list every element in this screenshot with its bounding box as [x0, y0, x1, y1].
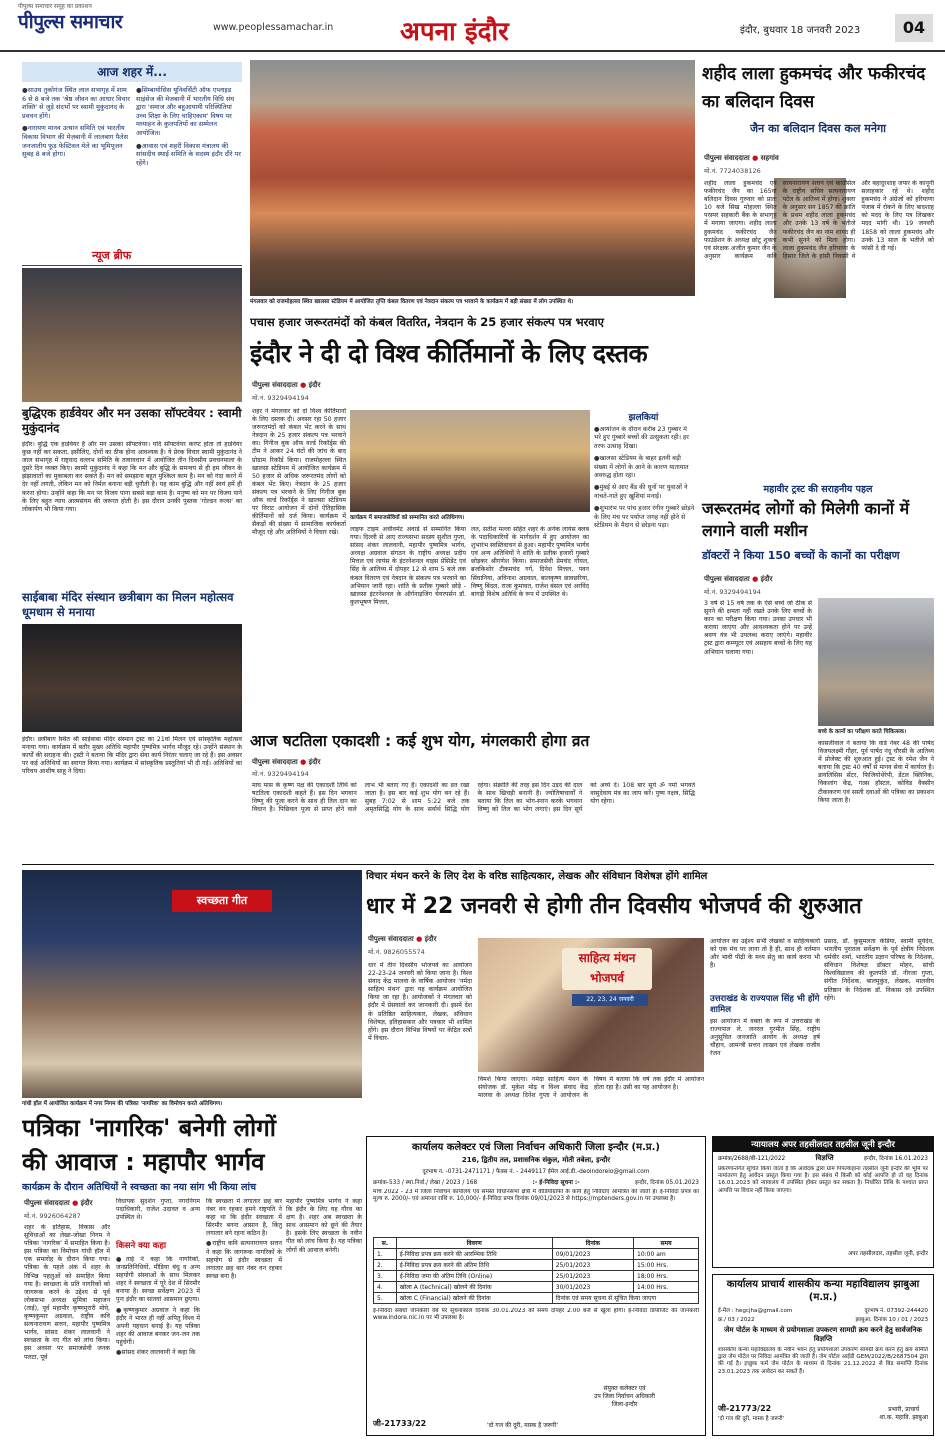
table-cell: 10:00 am — [634, 1249, 699, 1260]
aaj-shahar-header: आज शहर में... — [22, 62, 242, 82]
bhojparv-mobile: मो.नं. 9826055574 — [368, 948, 425, 956]
story2-title: साईबाबा मंदिर संस्थान छत्रीबाग का मिलन महोत्सव धूमधाम से मनाया — [22, 590, 234, 619]
bhojparv-text2: आयोजन का उद्देश्य सभी लेखकों व साहित्यकारों को एक मंच पर लाना तो है ही, साथ ही वर्तमान और भावी पीढ़ी के मध्य सेतु का कार्य करना भी है। — [710, 938, 820, 970]
bhojparv-kicker: विचार मंथन करने के लिए देश के वरिष्ठ साहित्यकार, लेखक और संविधान विशेषज्ञ होंगे शामिल — [366, 871, 708, 882]
aaj-shahar-list-left — [22, 86, 130, 246]
mahavir-text2: कासलीवाल ने बताया कि वार्ड नंबर 48 की पार्षद विजयलक्ष्मी गौहर, पूर्व पार्षद नंदू चौरसी के आतिथ्य में प्रोजेक्ट की शुरुआत हुई। ट्रस्ट के रमेश जैन ने बताया कि ट्रस्ट 40 वर्षों से मानव सेवा में कार्यरत है। डायलिसिस सेंटर, फिजियोथेरेपी, डेंटल क्लिनिक, विकलांग केंद्र, गल्र्स हॉस्टल, कोविड वैक्सीन टीकाकरण एवं सस्ती दवाओं की पत्रिका का प्रकाशन किया जाता है। — [818, 740, 934, 804]
list-item: ● शुभारंभ पर पांच हजार रंगीन गुब्बारे छोड़ने के लिए मंच पर पर्याप्त जगह नहीं होने से स्टेडियम के मैदान से छोड़ना पड़ा। — [594, 505, 695, 530]
table-cell: 5. — [374, 1293, 397, 1304]
table-cell: 25/01/2023 — [552, 1260, 633, 1271]
ad-jhabua-title: कार्यालय प्राचार्य शासकीय कन्या महाविद्यालय झाबुआ (म.प्र.) — [726, 1279, 920, 1303]
ad-collector-title: कार्यालय कलेक्टर एवं जिला निर्वाचन अधिकारी जिला इन्दौर (म.प्र.) — [412, 1142, 660, 1153]
logo[interactable] — [18, 3, 208, 42]
list-item: ● सांसद शंकर लालवानी ने कहा कि — [116, 1349, 200, 1357]
ad-collector-ref: क्रमांक-533 / स्था.निर्वा./ लेखा / 2023 / 168 — [373, 1180, 478, 1186]
bhojparv-photo-caption: विमर्श किया जाएगा। नर्मदा साहित्य मंथन के संयोजक डॉ. मुकेश मोढ़ व विश्व संवाद केंद्र मालवा के अध्यक्ष दिनेश गुप्ता ने आयोजन के विषय में बताया कि वर्ष तक इंदौर में आयोजन होता रहा है। उसी का यह आयोजन है। — [478, 1076, 704, 1100]
main-col1: शहर ने मंगलवार को दो विश्व कीर्तिमानों के लिए दस्तक दी। अवसर रहा 50 हजार जरूरतमंदों को कंबल भेंट करने के साथ नेत्रदान के 25 हजार संकल्प पत्र भरवाने का। गिनीज बुक ऑफ वर्ल्ड रिकॉर्ड्स की टीम ने आकर 24 घंटों की जांच के बाद प्रोग्राम रिकॉर्ड किया। राजमोहल्ला स्थित खालसा स्टेडियम में आयोजित कार्यक्रम में 50 हजार से अधिक जरूरतमंद लोगों को कंबल भेंट किए। नेत्रदान के 25 हजार संकल्प पत्र भरवाने के लिए गिनीज बुक ऑफ वर्ल्ड रिकॉर्ड्स ने खालसा स्टेडियम पर विराट आयोजन में दोनों ऐतिहासिक कीर्तिमानों को दर्ज किया। कार्यक्रम में सैकड़ों की संख्या में सामाजिक कार्यकर्ता मौजूद रहे और अतिथियों ने विचार रखे। — [252, 408, 346, 537]
mahavir-headline: जरूरतमंद लोगों को मिलेगी कानों में लगाने वाली मशीन — [702, 499, 910, 540]
patrika-text2: विधायक सुदर्शन गुप्ता, नगरनिगम पदाधिकारी, राजेश उदावत व अन्य उपस्थित थे। — [116, 1198, 200, 1222]
ad-jhabua-email: ई-मेल : hegcjha@gmail.com — [718, 1308, 793, 1314]
ad-collector-contact: दूरभाष न. -0731-2471171 / फैक्स नं. - 2449117 ईमेल आई.डी.-deoindorelo@gmail.com — [422, 1169, 650, 1175]
table-cell: 2. — [374, 1260, 397, 1271]
ekadashi-headline: आज षटतिला एकादशी : कई शुभ योग, मंगलकारी होगा व्रत — [250, 732, 590, 750]
main-col2: लाइफ टाइम अचीवमेंट अवार्ड से सम्मानित किया गया। दिल्ली से आए राज्यसभा सदस्य सुशील गुप्ता, सांसद शंकर लालवानी, महापौर पुष्यमित्र भार्गव, अध्यक्ष अग्रवाल संगठन के राष्ट्रीय अध्यक्ष प्रदीप मित्तल एवं लायंस के इंटरनेशनल वाइस प्रेसिडेंट एवं सिंह के आतिथ्य में दोपहर 12 से शाम 5 बजे तक कंबल वितरण एवं नेत्रदान के संकल्प पत्र भरवाने का अभियान जारी रहा। शांति के प्रतीक गुब्बारे छोड़े - खालसा इंटरनेशनल के ऑर्गनाइजिंग चेयरपर्सन डॉ. कुलभूषण मित्तल, — [350, 526, 466, 606]
patrika-byline — [24, 1199, 124, 1209]
table-cell: 09/01/2023 — [552, 1249, 633, 1260]
logo-tagline: पीपुल्स समाचार समूह का प्रकाशन — [18, 3, 92, 10]
byline-name: पीपुल्स संवाददाता — [704, 575, 750, 583]
table-cell: 4. — [374, 1282, 397, 1293]
list-item: ● सिम्बायोसिस यूनिवर्सिटी ऑफ एप्लाइड साइंसेज की मेजबानी में भारतीय विधि संघ द्वारा 'समाज और बहुआयामी परिस्थितियां उच्च शिक्षा के लिए चाहिएकाम' विषय पर मध्याहन के कुलपतियों का सम्मेलन आयोजित। — [136, 86, 242, 138]
shaheed-mobile: मो.नं. 7724038126 — [704, 167, 761, 175]
ad-jhabua-date: झाबुआ, दिनांक 10 / 01 / 2023 — [855, 1317, 928, 1323]
main-byline — [252, 381, 412, 391]
byline-city: इंदौर — [424, 935, 437, 943]
sign-line: प्रभारी, प्राचार्य — [888, 1406, 920, 1413]
patrika-photo-caption: गांधी हॉल में आयोजित कार्यक्रम में नगर निगम की पत्रिका 'नागरिक' का विमोचन करते अतिथिगण। — [22, 1101, 223, 1107]
story1-text: इंदौर। बुद्धि एक हार्डवेयर है और मन उसका सॉफ्टवेयर। यदि सॉफ्टवेयर करप्ट होता तो हार्डवेयर कुछ नहीं कर सकता, इसीलिए, दोनों का ठीक होना आवश्यक है। ये प्रेरक विचार स्वामी मुकुंदानंद ने जाल सभागृह में राष्ट्रवाद वल्लभ समिति के तत्वावधान में आयोजित तीन दिवसीय प्रवचनमाला के दूसरे दिन व्यक्त किए। स्वामी मुकुंदानंद ने कहा कि मन और बुद्धि के समन्वय से ही हम जीवन के झंझावातों का मुकाबला कर सकते हैं। मन को समझाना बहुत मुश्किल काम है। मन को गंदा करने में देर नहीं लगती, लेकिन मन को निर्मल बनाना बड़ी चुनौती है। यह काम बुद्धि और नहीं स्वयं हमें ही करना होगा। उन्होंने कहा कि मन पर विजय पाना सबसे बड़ा काम है। मनुष्य को मन पर विजय पाने के लिए बहुत न्याय आत्मसंयम की जरूरत होती है। इस दौरान उनकी पुस्तक 'गोल्डन रूल्स' का लोकार्पण भी किया गया। — [22, 441, 242, 513]
bhojparv-photo — [478, 938, 704, 1072]
list-item: ● कृष्णकुमार अग्रवाल ने कहा कि इंदौर ने भारत ही नहीं अपितु विश्व में अपनी पहचान बनाई है। यह पत्रिका शहर की आवाज बनकर जन-जन तक पहुंचेगी। — [116, 1307, 200, 1347]
crowd-photo — [250, 60, 695, 296]
byline-name: पीपुल्स संवाददाता — [24, 1199, 70, 1207]
patrika-subhead: कार्यक्रम के दौरान अतिथियों ने स्वच्छता का नया सांग भी किया लांच — [22, 1182, 256, 1193]
page-number: 04 — [895, 14, 933, 42]
list-item: ● खालसा स्टेडियम के बाहर इतनी बड़ी संख्या में लोगों के आने के कारण यातायात अवरुद्ध होता रहा। — [594, 455, 695, 480]
shaheed-text: शहीद लाला हुकमचंद एवं फकीरचंद जैन का 165वां बलिदान दिवस गुरुवार को प्रातः 10 बजे सिख मोहल्ला स्थित परस्पर सहकारी बैंक के सभागृह में मनाया जाएगा। शहीद लाला हुकमचंद फकीरचंद जैन फाउंडेशन के अध्यक्ष छोटू शुक्ला एवं संरक्षक अजीत कुमार जैन के अनुसार कार्यक्रम कवि सत्यनारायण सत्तन एवं काउंसिल के राष्ट्रीय सचिव सत्यनारायण पटेल के आतिथ्य में होगा। शुक्ला के अनुसार सन 1857 की क्रांति के प्रथम शहीद लाला हुकमचंद और उनके 13 वर्ष के भतीजे फकीरचंद जैन का नाम शायद ही कभी सुनने को मिला होगा। लाला हुकमचंद जैन हरियाणा के हिसार जिले के हांसी निवासी थे और बहादुरशाह जफर के कानूनी सलाहकार रहे थे। शहीद हुकमचंद ने अंग्रेजों को हरियाणा पंजाब में रोकने के लिए बादशाह को मदद के लिए पत्र लिखकर मदद मांगी थी। 19 जनवरी 1858 को लाला हुकमचंद और उनके 13 साल के भतीजे को फांसी दे दी गई। — [704, 180, 934, 260]
dot-icon: ● — [752, 154, 759, 162]
main-col3: लत, सतीश मल्ला सहित शहर के अनेक लायंस क्लब के पदाधिकारियों के मार्गदर्शन में हुए आयोजन का शुभारंभ स्वस्तिवाचन से हुआ। महापौर पुष्यमित्र भार्गव एवं अन्य अतिथियों ने शांति के प्रतीक हजारों गुब्बारे छोड़कर श्रीगणेश किया। समाजसेवी प्रेमचंद गोयल, ब्रजकिशोर टीकमचंद गर्ग, दिनेश मित्तल, पवन सिंघानिया, अविनाश अग्रवाल, बालकृष्ण छावछरिया, विष्णु बिंदल, राजा कुमावत, राजेश बंसल एवं अरविंद बागड़ी विशेष अतिथि के रूप में उपस्थित थे। — [471, 526, 589, 598]
main-photo-caption: कार्यक्रम में समाजसेवियों को सम्मानित करते अतिथिगण। — [350, 515, 465, 521]
ad-jhabua-slogan: 'दो गज की दूरी, मास्क है जरूरी' — [718, 1416, 785, 1422]
table-header: समय — [634, 1238, 699, 1249]
table-cell: ई-निविदा प्रपत्र क्रय करने की आरम्भिक तिथि — [396, 1249, 552, 1260]
main-headline: इंदौर ने दी दो विश्व कीर्तिमानों के लिए दस्तक — [250, 339, 648, 368]
ad-collector-table — [373, 1237, 699, 1304]
ad-collector-footer: ई-निविदा संबंधी जानकारी वेब पर सूचनाकाल दिनांक 30.01.2023 को समय दोपहर 2.00 बजे से खुला होगा। ई-निविदा डिपोजिट की जानकारी www.indore.nic.in पर भी उपलब्ध है। — [373, 1308, 699, 1322]
story1-title: बुद्धिएक हार्डवेयर और मन उसका सॉफ्टवेयर : स्वामी मुकुंदानंद — [22, 406, 242, 435]
patrika-text1: शहर के इतिहास, विकास और सुविधाओं का लेखा-जोखा निगम ने पत्रिका 'नागरिक' में समाहित किया है। इस पत्रिका का विमोचन गांधी हॉल में एक समारोह के दौरान किया गया। पत्रिका के पहले अंक में शहर के विभिन्न पहलुओं को समाहित किया गया है। स्वच्छता के प्रति नागरिकों को जागरूक करने के उद्देश्य से पूर्व लोकसभा अध्यक्ष सुमित्रा महाजन (ताई), पूर्व महापौर कृष्णमुरारी मोघे, कृष्णकुमार अग्रवाल, राष्ट्रीय कवि सत्यनारायण सत्तन, महापौर पुष्यमित्र भार्गव, सांसद शंकर लालवानी ने स्वच्छता के नए गीत को लांच किया। इस अवसर पर समाजसेवी जनक पलटा, पूर्व — [24, 1224, 110, 1361]
ad-tehsil-refline — [718, 1154, 928, 1163]
ad-tehsil — [712, 1136, 934, 1268]
news-brief-photo-2 — [22, 624, 242, 732]
patrika-box-list — [116, 1256, 200, 1432]
ad-collector-address: 216, द्वितीय तल, प्रशासनिक संकुल, मोती तबेला, इन्दौर — [461, 1156, 611, 1164]
ekadashi-mobile: मो.नं. 9329494194 — [252, 770, 309, 778]
patrika-para: कि स्वच्छता में लगातार छह बार नंबर वन रहकर हमने राष्ट्रपति ने कहा था कि इंदौर स्वच्छता में सिरमौर बनना आसान है, किंतु लगातार बने रहना कठिन है। — [206, 1198, 282, 1238]
table-cell: खोला A (technical) खोलने की दिनांक — [396, 1282, 552, 1293]
shaheed-headline: शहीद लाला हुकमचंद और फकीरचंद का बलिदान दिवस — [702, 64, 926, 112]
ad-collector-slogan: 'दो गज की दूरी, मास्क है जरूरी' — [487, 1422, 558, 1429]
ad-tehsil-sign: अपर तहसीलदार, तहसील जूनी, इन्दौर — [847, 1251, 928, 1257]
ad-jhabua-signature — [879, 1406, 928, 1422]
ad-collector-signature — [594, 1385, 655, 1409]
bhojparv-text3: इस आयोजन में वक्ता के रूप में उत्तराखंड के राज्यपाल ले. जनरल गुरमीत सिंह, राष्ट्रीय अनुसूचित जनजाति आयोग के अध्यक्ष हर्ष चौहान, आमन्त्री सत्तन लाखन एवं लेखक राजीव रंजन — [710, 1018, 820, 1058]
table-header-row — [374, 1238, 699, 1249]
patrika-text5: महापौर पुष्यमित्र भार्गव ने कहा कि इंदौर के लिए यह गौरव का क्षण है। शहर अब स्वच्छता के साथ आसमान को छूने की तैयार है। इसके लिए स्वच्छता के नवीन गीत को लांच किया है। यह पत्रिका लोगों की आवाज बनेगी। — [286, 1198, 362, 1254]
ad-jhabua-body: शासकीय कन्या महाविद्यालय के नवीन भवन हेतु प्रयोगशाला उपकरण सामग्री क्रय करने हेतु क्रय समिति द्वारा जेम पोर्टल पर निविदा आमंत्रित की जाती है। जेम पोर्टल आईडी GEM/2022/B/2687504 द्वारा की गई है। इच्छुक फर्म जेम पोर्टल के माध्यम से दिनांक 21.12.2022 से बिड समाप्ति दिनांक 23.01.2023 तक आवेदन कर सकते हैं। — [718, 1347, 928, 1375]
table-row — [374, 1271, 699, 1282]
table-cell: दिनांक एवं समय सूचना से सूचित किया जाएगा — [552, 1293, 698, 1304]
bhojparv-byline — [368, 935, 478, 945]
table-row — [374, 1282, 699, 1293]
table-cell: 3. — [374, 1271, 397, 1282]
aaj-shahar-list-right — [136, 86, 242, 246]
ad-jhabua-footer — [718, 1403, 928, 1422]
ad-collector — [366, 1136, 706, 1436]
byline-city: इंदौर — [308, 758, 321, 766]
mahavir-kicker: महावीर ट्रस्ट की सराहनीय पहल — [763, 484, 873, 495]
dot-icon: ● — [300, 381, 307, 389]
shaheed-byline — [704, 154, 814, 164]
ad-jhabua-contact — [718, 1306, 928, 1314]
news-brief-photo-1 — [22, 268, 242, 402]
table-cell: ई-निविदा जमा की अंतिम तिथि (Online) — [396, 1271, 552, 1282]
table-cell: 1. — [374, 1249, 397, 1260]
table-row — [374, 1260, 699, 1271]
ad-jhabua-refline — [718, 1315, 928, 1323]
divider — [22, 864, 934, 865]
ekadashi-text: माघ मास के कृष्ण पक्ष की एकादशी तिथि को षटतिला एकादशी कहते हैं। इस दिन भगवान विष्णु की पूजा करने के साथ ही तिल दान का विधान है। पिछिवल पूजा से प्राप्त होने वाले लाभ भी बताए गए हैं। एकादशी का व्रत रखा जाता है। इस बार कई शुभ योग बन रहे हैं। सुबह 7:02 से शाम 5:22 बजे तक अमृतसिद्धि योग के साथ सर्वार्थ सिद्धि योग रहेगा। संक्रांति की तरह इस दिन उड़द की दाल के साथ खिचड़ी बनानी है। ज्योतिषाचार्यों ने बताया कि तिल का भोग-स्नान करके भगवान विष्णु को तिल का भोग लगाएं। इस दिन सूर्य को अर्घ्य दें। 108 बार सूर्य ॐ नमो भगवते वासुदेवाय मंत्र का जाप करें। पुष्य नक्षत्र, सिद्धि योग रहेगा। — [252, 782, 695, 814]
jhalkiyan-list — [594, 426, 695, 726]
byline-city: इंदौर — [760, 575, 773, 583]
dot-icon: ● — [300, 758, 307, 766]
patrika-headline-2: की आवाज : महापौर भार्गव — [22, 1148, 265, 1176]
list-item: ● मुंबई से आए बैंड की धुनों पर युवाओं ने नाचते-गाते हुए खुशियां मनाईं। — [594, 484, 695, 501]
ad-tehsil-ref: क्रमांक/2688/बी-121/2022 — [718, 1156, 786, 1162]
ad-jhabua-subject: जेम पोर्टल के माध्यम से प्रयोगशाला उपकरण सामग्री क्रय करने हेतु सार्वजनिक विज्ञप्ति — [724, 1326, 922, 1343]
byline-name: पीपुल्स संवाददाता — [368, 935, 414, 943]
news-brief-header: न्यूज ब्रीफ — [22, 248, 242, 266]
table-cell: 18:00 Hrs. — [634, 1271, 699, 1282]
table-header: स. — [374, 1238, 397, 1249]
list-item: ● साउथ तुकोगंज स्थित लाल सभागृह में शाम 6 से 8 बजे तक 'श्रेष्ठ जीवन का आधार विचार शक्ति' से जुड़े संदर्भो पर स्वामी मुकुंदानंद के प्रवचन होंगे। — [22, 86, 130, 120]
table-cell: 15:00 Hrs. — [634, 1260, 699, 1271]
list-item: ● ताई ने कहा कि नागरिकों, जनप्रतिनिधियों, मीडिया बंधु व अन्य सहयोगी संस्थाओं के साथ मिलकर शहर ने स्वच्छता में पूरे देश में सिरमौर बनाया है। स्वच्छ सर्वेक्षण 2023 में पुनः इंदौर का सातवां आसमान छुएगा। — [116, 1256, 200, 1305]
table-cell: खोला C (Financial) खोलने की दिनांक — [396, 1293, 552, 1304]
ad-collector-refline — [373, 1178, 699, 1186]
patrika-text3 — [206, 1198, 282, 1432]
sign-line: जिला-इन्दौर — [611, 1401, 638, 1408]
ekadashi-byline — [252, 758, 412, 768]
bhojparv-text4: प्रसाद, डॉ. कुसुमलता केडिया, स्वामी सुर्यदेव, भारतीय पुरातत्व सर्वेक्षण के पूर्व क्षेत्रीय निदेशक धर्मवीर शर्मा, भारतीय प्रज्ञान परिषद के निदेशक, संविधान विशेषज्ञ डॉक्टर मोहन, सांची विश्वविद्यालय की कुलपति डॉ. नीरजा गुप्ता, संगीत निर्देशक, बालमुकुंद, लेखक, मालवीय प्रतिष्ठान के निदेशक डॉ. विकास दवे उपस्थित रहेंगे। — [824, 938, 934, 1002]
table-header: विवरण — [396, 1238, 552, 1249]
table-header: दिनांक — [552, 1238, 633, 1249]
sign-line: शा.क. महावि. झाबुआ — [879, 1414, 928, 1421]
mahavir-text1: 3 वर्ष से 15 वर्ष तक के ऐसे बच्चे जो ठीक से सुनने की क्षमता नहीं रखते उनके लिए बच्चों के कान का परीक्षण किया गया। उनका उपचार भी कराया जाएगा और आवश्यकता होने पर उन्हें श्रवण यंत्र भी उपलब्ध कराए जाएंगे। महावीर ट्रस्ट द्वारा कम्प्यूटर एवं असहाय बच्चों के लिए यह अभियान चलाया गया। — [704, 600, 812, 656]
ad-jhabua-code: जी-21773/22 — [718, 1404, 772, 1413]
main-kicker: पचास हजार जरूरतमंदों को कंबल वितरित, नेत्रदान के 25 हजार संकल्प पत्र भरवाए — [250, 315, 605, 329]
ad-tehsil-sub: विज्ञप्ति — [815, 1154, 834, 1162]
table-cell: ई-निविदा प्रपत्र क्रय करने की अंतिम तिथि — [396, 1260, 552, 1271]
mahavir-subhead: डॉक्टरों ने किया 150 बच्चों के कानों का परीक्षण — [702, 549, 900, 562]
ad-jhabua — [712, 1274, 934, 1436]
ad-collector-subject: :- ई-निविदा सूचना :- — [532, 1180, 580, 1186]
mahavir-photo — [818, 598, 934, 726]
shaheed-subhead: जैन का बलिदान दिवस कल मनेगा — [750, 122, 886, 135]
bhojparv-banner: साहित्य मंथन भोजपर्व — [562, 948, 652, 990]
dateline: इंदौर, बुधवार 18 जनवरी 2023 — [740, 25, 861, 36]
logo-text: पीपुल्स समाचार — [18, 11, 123, 33]
mahavir-photo-caption: बच्चे के कानों का परीक्षण करते चिकित्सक। — [818, 729, 907, 735]
list-item: ● राष्ट्रीय कवि सत्यनारायण सत्तन ने कहा कि जागरूक नागरिकों के सहयोग से इंदौर स्वच्छता में लगातार छह बार नंबर वन रहकर स्वच्छ बना है। — [206, 1240, 282, 1280]
ad-collector-body: मार्च 2022 - 23 में जिला निर्वाचन कार्यालय एवं समस्त विधानसभा क्षेत्रों में वीडियोग्राफी के कार्य हेतु निविदाएं आमंत्रित की जाती हैं। ई-निविदा प्रपत्र का मूल्य रु. 2000/- एवं अमानत राशि रु. 10,000/- ई-निविदा प्रपत्र दिनांक 09/01/2023 से https://mptenders.gov.in पर उपलब्ध है। — [373, 1189, 699, 1203]
byline-city: इंदौर — [80, 1199, 93, 1207]
table-row — [374, 1293, 699, 1304]
bhojparv-subtitle: उत्तराखंड के राज्यपाल सिंह भी होंगे शामिल — [710, 994, 820, 1015]
ad-tehsil-title: न्यायालय अपर तहसीलदार तहसील जूनी इन्दौर — [713, 1137, 933, 1152]
byline-name: पीपुल्स संवाददाता — [252, 758, 298, 766]
website-url[interactable]: www.peoplessamachar.in — [213, 22, 334, 33]
table-row — [374, 1249, 699, 1260]
ad-jhabua-ref: क्र./ 03 / 2022 — [718, 1317, 755, 1323]
sign-line: संयुक्त कलेक्टर एवं — [603, 1385, 646, 1392]
patrika-headline-1: पत्रिका 'नागरिक' बनेगी लोगों — [22, 1114, 276, 1142]
ad-collector-date: इन्दौर, दिनांक 05.01.2023 — [634, 1180, 699, 1186]
crowd-photo-caption: मंगलवार को राजमोहल्ला स्थित खालसा स्टेडियम में आयोजित तृप्ति कंबल वितरण एवं नेत्रदान संकल्प पत्र भरवाने के कार्यक्रम में बड़ी संख्या में लोग उपस्थित थे। — [250, 299, 574, 305]
bhojparv-headline: धार में 22 जनवरी से होगी तीन दिवसीय भोजपर्व की शुरुआत — [366, 894, 862, 919]
ad-tehsil-date: इन्दौर, दिनांक 16.01.2023 — [863, 1156, 928, 1162]
ad-jhabua-phone: दूरभाष नं. 07392-244420 — [864, 1308, 928, 1314]
byline-name: पीपुल्स संवाददाता — [704, 154, 750, 162]
patrika-photo — [22, 870, 362, 1098]
table-cell: 30/01/2023 — [552, 1282, 633, 1293]
byline-city: इंदौर — [308, 381, 321, 389]
patrika-mobile: मो.नं. 9926064287 — [24, 1212, 81, 1220]
mahavir-mobile: मो.नं. 9329494194 — [704, 588, 761, 596]
table-cell: 14:00 Hrs. — [634, 1282, 699, 1293]
byline-city: सहगांव — [760, 154, 779, 162]
section-title: अपना इंदौर — [400, 17, 509, 47]
ad-jhabua-code-block — [718, 1403, 784, 1422]
ad-tehsil-body: प्रकरणान्तर्गत सूचित किया जाता है कि आवेदक द्वारा ग्राम पिपल्याहाना तहसील जूनी इन्दौर की भूमि पर नामांतरण हेतु आवेदन प्रस्तुत किया गया है। इस संबंध में किसी को कोई आपत्ति हो तो वह दिनांक 16.01.2023 को न्यायालय में उपस्थित होकर प्रस्तुत कर सकता है। निर्धारित तिथि के पश्चात प्राप्त आपत्ति पर विचार नहीं किया जाएगा। — [718, 1166, 928, 1194]
dot-icon: ● — [72, 1199, 79, 1207]
story2-text: इंदौर। छत्रीबाग स्थित श्री साईबाबा मंदिर संस्थान ट्रस्ट का 21वां मिलन एवं सांस्कृतिक महोत्सव मनाया गया। कार्यक्रम में बतौर मुख्य अतिथि महापौर पुष्यमित्र भार्गव मौजूद रहे। उन्होंने संस्थान के कार्यों की सराहना की। ट्रस्टी ने बताया कि मंदिर द्वारा सेवा कार्य निरंतर चलाए जा रहे हैं। इस अवसर पर कई अतिथियों का स्वागत किया गया। कार्यक्रम में सांस्कृतिक प्रस्तुतियां भी दी गईं। अतिथियों का परिचय आशीष साहू ने दिया। — [22, 736, 242, 776]
bhojparv-dates-sign: 22, 23, 24 जनवरी — [572, 994, 648, 1006]
byline-name: पीपुल्स संवाददाता — [252, 381, 298, 389]
table-cell: 25/01/2023 — [552, 1271, 633, 1282]
list-item: ● आवास एवं शहरी विकास मंत्रालय की सांसदीय स्थाई समिति के सदस्य इंदौर दौरे पर रहेंगे। — [136, 142, 242, 168]
ad-collector-code: जी-21733/22 — [373, 1419, 427, 1428]
list-item: ● आयोजन के दौरान करीब 23 गुब्बार में भरे हुए गुब्बारे बच्चों की उत्सुकता रही। हर तरफ उत्साह दिखा। — [594, 426, 695, 451]
dot-icon: ● — [752, 575, 759, 583]
patrika-banner: स्वच्छता गीत — [172, 890, 272, 912]
list-item: ● नारायण मानव उत्थान समिति एवं भारतीय विकास विभाग की मेज़बानी में लालबाग पैलेस जनजातीय फूड फेस्टिवल मेले का भूमिपूजन सुबह 8 बजे होगा। — [22, 124, 130, 158]
dot-icon: ● — [416, 935, 423, 943]
jhalkiyan-header: झलकियां — [628, 413, 659, 423]
sign-line: उप जिला निर्वाचन अधिकारी — [594, 1393, 655, 1400]
mahavir-byline — [704, 575, 814, 585]
main-story-photo — [350, 410, 590, 512]
bhojparv-text1: धार में तीन दिवसीय भोजपर्व का आयोजन 22-23-24 जनवरी को किया जाना है। विश्व संवाद केंद्र मालवा के वार्षिक आयोजन 'नर्मदा साहित्य मंथन' द्वारा यह कार्यक्रम आयोजित किया जा रहा है। आयोजकों ने मंगलवार को इंदौर में प्रेसवार्ता कर जानकारी दी। इसमें देश के प्रतिष्ठित साहित्यकार, लेखक, संविधान विशेषज्ञ, इतिहासकार और पत्रकार भी शामिल होंगे। इस दौरान विभिन्न विषयों पर केंद्रित सत्रों में विचार- — [368, 962, 472, 1042]
patrika-box-title: किसने क्या कहा — [116, 1241, 167, 1251]
main-mobile: मो.नं. 9329494194 — [252, 394, 309, 402]
